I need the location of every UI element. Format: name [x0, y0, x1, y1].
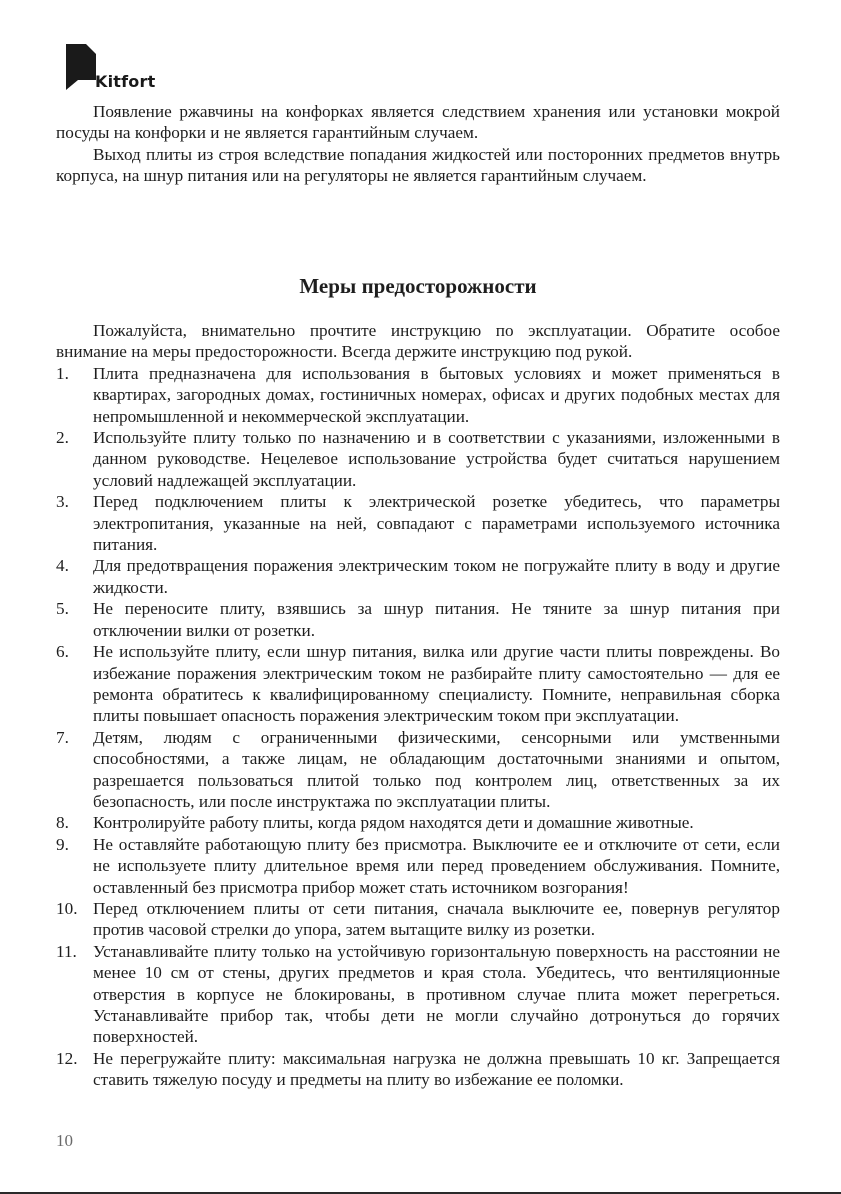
item-text: Детям, людям с ограниченными физическими, сенсорными или умственными способностями, а также лицам, не обладающим достаточными знаниями и опытом, разрешается пользоваться плитой только под контролем лиц, ответственных за их безопасность, или после инструктажа по эксплуатации плиты.	[93, 727, 780, 811]
item-text: Для предотвращения поражения электрическим током не погружайте плиту в воду и другие жидкости.	[93, 556, 780, 597]
lead-paragraph: Пожалуйста, внимательно прочтите инструкцию по эксплуатации. Обратите особое внимание на меры предосторожности. Всегда держите инструкцию под рукой.	[56, 321, 780, 362]
item-number: 2.	[56, 428, 69, 448]
list-item	[56, 641, 780, 727]
list-item	[56, 427, 780, 491]
list-item	[56, 1048, 780, 1091]
page-number: 10	[56, 1131, 73, 1150]
item-number: 1.	[56, 363, 69, 383]
item-number: 7.	[56, 727, 69, 747]
item-text: Используйте плиту только по назначению и в соответствии с указаниями, изложенными в данном руководстве. Нецелевое использование устройства будет считаться нарушением условий надлежащей эксплуатации.	[93, 428, 780, 490]
list-item	[56, 491, 780, 555]
kitfort-logo	[66, 44, 176, 92]
item-number: 9.	[56, 834, 69, 854]
item-text: Не перегружайте плиту: максимальная нагрузка не должна превышать 10 кг. Запрещается ставить тяжелую посуду и предметы на плиту во избежание ее поломки.	[93, 1048, 780, 1090]
item-number: 3.	[56, 492, 69, 512]
list-item	[56, 598, 780, 641]
precautions-section	[56, 320, 780, 1091]
intro-paragraph: Выход плиты из строя вследствие попадания жидкостей или посторонних предметов внутрь корпуса, на шнур питания или на регуляторы не является гарантийным случаем.	[56, 144, 780, 186]
list-item	[56, 727, 780, 813]
item-number: 6.	[56, 642, 69, 662]
item-number: 10.	[56, 898, 78, 918]
list-item	[56, 555, 780, 598]
item-number: 4.	[56, 556, 69, 576]
item-text: Плита предназначена для использования в бытовых условиях и может применяться в квартирах, загородных домах, гостиничных номерах, офисах и других подобных местах для непромышленной и некоммерческой эксплуатации.	[93, 363, 780, 426]
item-number: 5.	[56, 599, 69, 619]
list-item	[56, 834, 780, 898]
item-text: Не используйте плиту, если шнур питания, вилка или другие части плиты повреждены. Во избежание поражения электрическим током не разбирайте плиту самостоятельно — для ее ремонта обратитесь к квалифицированному специалисту. Помните, неправильная сборка плиты повышает опасность поражения электрическим током при эксплуатации.	[93, 642, 780, 726]
item-number: 8.	[56, 813, 69, 833]
kitfort-logo-icon	[66, 44, 96, 90]
item-text: Контролируйте работу плиты, когда рядом находятся дети и домашние животные.	[93, 813, 694, 833]
item-text: Устанавливайте плиту только на устойчивую горизонтальную поверхность на расстоянии не менее 10 см от стены, других предметов и края стола. Убедитесь, что вентиляционные отверстия в корпусе не блокированы, в противном случае плита может перегреться. Устанавливайте прибор так, чтобы дети не могли случайно дотронуться до горячих поверхностей.	[93, 941, 780, 1047]
item-text: Перед подключением плиты к электрической розетке убедитесь, что параметры электропитания, указанные на ней, совпадают с параметрами используемого источника питания.	[93, 492, 780, 555]
item-text: Перед отключением плиты от сети питания, сначала выключите ее, повернув регулятор против часовой стрелки до упора, затем вытащите вилку из розетки.	[93, 898, 780, 940]
list-item	[56, 898, 780, 941]
list-item	[56, 363, 780, 427]
brand-name: Kitfort	[95, 72, 156, 91]
item-text: Не переносите плиту, взявшись за шнур питания. Не тяните за шнур питания при отключении вилки от розетки.	[93, 599, 780, 640]
list-item	[56, 812, 780, 833]
intro-section	[56, 101, 780, 187]
section-title: Меры предосторожности	[299, 274, 537, 298]
precautions-list	[56, 363, 780, 1091]
item-number: 12.	[56, 1048, 78, 1068]
item-text: Не оставляйте работающую плиту без присмотра. Выключите ее и отключите от сети, если не используете плиту длительное время или перед проведением обслуживания. Помните, оставленный без присмотра прибор может стать источником возгорания!	[93, 834, 780, 897]
item-number: 11.	[56, 941, 77, 961]
intro-paragraph: Появление ржавчины на конфорках является следствием хранения или установки мокрой посуды на конфорки и не является гарантийным случаем.	[56, 102, 780, 143]
list-item	[56, 941, 780, 1048]
